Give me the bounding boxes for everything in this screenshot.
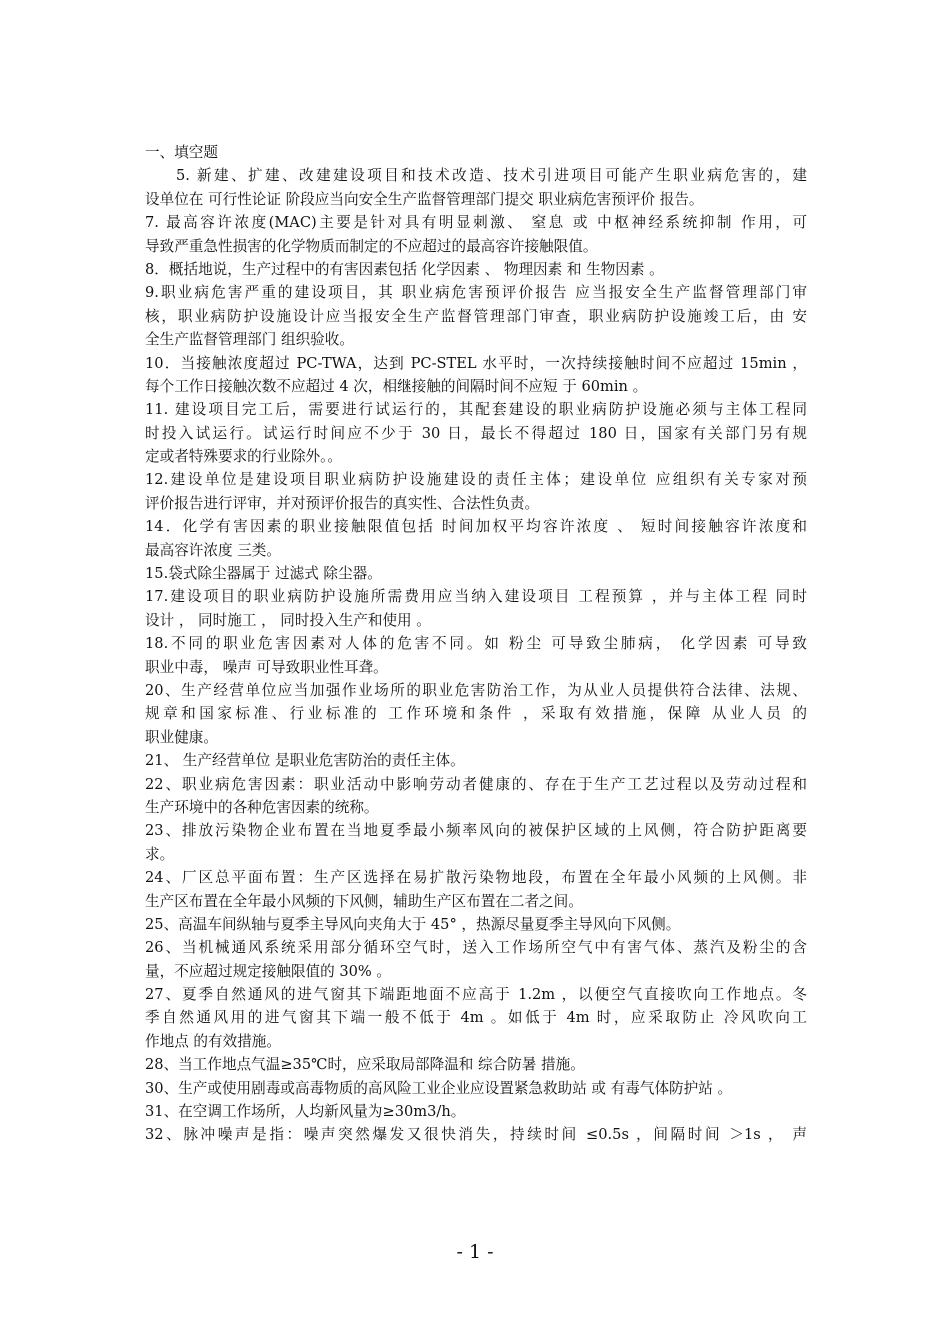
- text-line: 每个工作日接触次数不应超过 4 次，相继接触的间隔时间不应短 于 60min 。: [145, 377, 648, 395]
- text-line: 25、高温车间纵轴与夏季主导风向夹角大于 45° ，热源尽量夏季主导风向下风侧。: [145, 915, 681, 933]
- text-line: 7. 最高容许浓度(MAC)主要是针对具有明显刺激、 窒息 或 中枢神经系统抑制 作用，可: [145, 214, 807, 232]
- text-line: 设单位在 可行性论证 阶段应当向安全生产监督管理部门提交 职业病危害预评价 报告。: [145, 190, 704, 208]
- text-line: 导致严重急性损害的化学物质而制定的不应超过的最高容许接触限值。: [145, 237, 598, 255]
- text-line: 10．当接触浓度超过 PC-TWA，达到 PC-STEL 水平时，一次持续接触时间不应超过 15min ，: [145, 354, 807, 372]
- text-line: 职业健康。: [145, 728, 218, 746]
- text-line: 设计 ， 同时施工 ， 同时投入生产和使用 。: [145, 611, 431, 629]
- text-line: 生产环境中的各种危害因素的统称。: [145, 798, 379, 816]
- text-line: 量，不应超过规定接触限值的 30% 。: [145, 962, 392, 980]
- text-line: 30、生产或使用剧毒或高毒物质的高风险工业企业应设置紧急救助站 或 有毒气体防护站 。: [145, 1079, 733, 1097]
- text-line: 20、生产经营单位应当加强作业场所的职业危害防治工作，为从业人员提供符合法律、法规、: [145, 681, 807, 699]
- text-line: 作地点 的有效措施。: [145, 1032, 281, 1050]
- text-line: 核，职业病防护设施设计应当报安全生产监督管理部门审查，职业病防护设施竣工后，由 安: [145, 307, 807, 325]
- text-line: 季自然通风用的进气窗其下端一般不低于 4m 。如低于 4m 时，应采取防止 冷风吹向工: [145, 1009, 807, 1027]
- text-line: 定或者特殊要求的行业除外。。: [145, 448, 343, 466]
- text-line: 12.建设单位是建设项目职业病防护设施建设的责任主体；建设单位 应组织有关专家对预: [145, 471, 807, 489]
- text-line: 24、厂区总平面布置：生产区选择在易扩散污染物地段，布置在全年最小风频的上风侧。非: [145, 869, 807, 887]
- section-heading: 一、填空题: [145, 144, 218, 161]
- text-line: 时投入试运行。试运行时间应不少于 30 日，最长不得超过 180 日，国家有关部门另有规: [145, 424, 807, 442]
- text-line: 22、职业病危害因素：职业活动中影响劳动者健康的、存在于生产工艺过程以及劳动过程和: [145, 775, 807, 793]
- text-line: 11. 建设项目完工后，需要进行试运行的，其配套建设的职业病防护设施必须与主体工程同: [145, 401, 807, 419]
- text-line: 9.职业病危害严重的建设项目，其 职业病危害预评价报告 应当报安全生产监督管理部门审: [145, 284, 807, 302]
- text-line: 全生产监督管理部门 组织验收。: [145, 331, 354, 349]
- text-line: 32、脉冲噪声是指：噪声突然爆发又很快消失，持续时间 ≤0.5s ，间隔时间 ＞1s ， 声: [145, 1126, 807, 1144]
- text-line: 21、 生产经营单位 是职业危害防治的责任主体。: [145, 752, 465, 770]
- text-line: 23、排放污染物企业布置在当地夏季最小频率风向的被保护区域的上风侧，符合防护距离要: [145, 822, 807, 840]
- text-line: 17.建设项目的职业病防护设施所需费用应当纳入建设项目 工程预算 ，并与主体工程 同时: [145, 588, 807, 606]
- text-line: 14．化学有害因素的职业接触限值包括 时间加权平均容许浓度 、 短时间接触容许浓度和: [145, 518, 807, 536]
- text-line: 26、当机械通风系统采用部分循环空气时，送入工作场所空气中有害气体、蒸汽及粉尘的含: [145, 939, 807, 957]
- text-line: 28、当工作地点气温≥35℃时，应采取局部降温和 综合防暑 措施。: [145, 1056, 585, 1074]
- text-line: 生产区布置在全年最小风频的下风侧，辅助生产区布置在二者之间。: [145, 892, 583, 910]
- text-line: 18.不同的职业危害因素对人体的危害不同。如 粉尘 可导致尘肺病， 化学因素 可导致: [145, 635, 807, 653]
- text-line: 8．概括地说，生产过程中的有害因素包括 化学因素 、 物理因素 和 生物因素 。: [145, 260, 664, 278]
- document-body: [145, 141, 807, 1147]
- text-line: 27、夏季自然通风的进气窗其下端距地面不应高于 1.2m ，以便空气直接吹向工作地点。冬: [145, 986, 807, 1004]
- text-line: 31、在空调工作场所，人均新风量为≥30m3/h。: [145, 1103, 466, 1121]
- text-line: 最高容许浓度 三类。: [145, 541, 281, 559]
- text-line: 规章和国家标准、行业标准的 工作环境和条件 ，采取有效措施，保障 从业人员 的: [145, 705, 807, 723]
- text-line: 15.袋式除尘器属于 过滤式 除尘器。: [145, 565, 382, 583]
- text-line: 职业中毒， 噪声 可导致职业性耳聋。: [145, 658, 388, 676]
- text-line: 5. 新建、扩建、改建建设项目和技术改造、技术引进项目可能产生职业病危害的，建: [176, 167, 807, 185]
- page-number: - 1 -: [456, 1241, 494, 1263]
- text-line: 评价报告进行评审，并对预评价报告的真实性、合法性负责。: [145, 494, 540, 512]
- text-line: 求。: [145, 845, 175, 863]
